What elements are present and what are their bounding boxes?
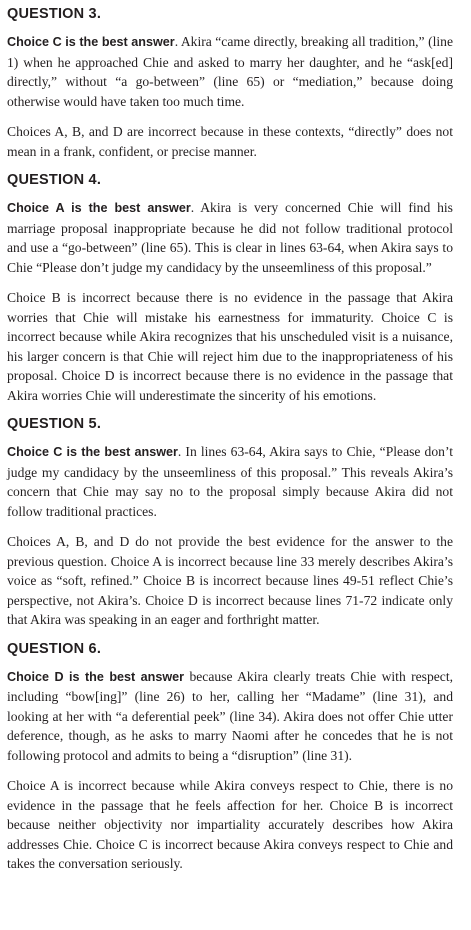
explanation-text: Choice A is incorrect because while Akira conveys respect to Chie, there is no evidence in the passage that he feels affection for her. Choice B is incorrect because neither objectivity nor impartiality accurately describes how Akira addresses Chie. Choice C is incorrect because Akira conveys respect to Chie and takes the conversation seriously.	[7, 778, 453, 871]
explanation-paragraph	[7, 442, 453, 521]
best-answer-label: Choice C is the best answer	[7, 445, 178, 459]
explanation-text: because Akira clearly treats Chie with respect, including “bow[ing]” (line 26) to her, calling her “Madame” (line 31), and looking at her with “a deferential peek” (line 34). Akira does not offer Chie utter deference, though, as he asks to marry Naomi after he concedes that he is not following protocol and admits to being a “disruption” (line 31).	[7, 668, 453, 763]
question-section	[7, 4, 453, 161]
explanation-paragraph	[7, 667, 453, 766]
best-answer-label: Choice D is the best answer	[7, 669, 185, 684]
question-heading: QUESTION 3.	[7, 6, 102, 22]
explanation-text: Choices A, B, and D do not provide the best evidence for the answer to the previous question. Choice A is incorrect because line 33 merely describes Akira’s voice as “soft, refined.” Choice B is incorrect because lines 49-51 reflect Chie’s perspective, not Akira’s. Choice D is incorrect because lines 71-72 indicate only that Akira was speaking in an eager and forthright matter.	[7, 534, 453, 627]
best-answer-label: Choice C is the best answer	[7, 35, 175, 49]
explanation-text: Choices A, B, and D are incorrect because in these contexts, “directly” does not mean in a frank, confident, or precise manner.	[7, 124, 453, 159]
explanation-paragraph	[7, 32, 453, 111]
explanation-paragraph	[7, 288, 453, 405]
explanation-paragraph	[7, 122, 453, 161]
explanation-text: . Akira is very concerned Chie will find his marriage proposal inappropriate because he did not follow traditional protocol and use a “go-between” (line 65). This is clear in lines 63-64, when Akira says to Chie “Please don’t judge my candidacy by the unseemliness of this proposal.”	[7, 200, 453, 275]
question-section	[7, 639, 453, 874]
explanation-text: . Akira “came directly, breaking all tradition,” (line 1) when he approached Chie and asked to marry her daughter, and he “ask[ed] directly,” without “a go-between” (line 65) or “mediation,” because doing otherwise would have taken too much time.	[7, 34, 453, 109]
question-heading: QUESTION 5.	[7, 416, 102, 432]
best-answer-label: Choice A is the best answer	[7, 201, 191, 215]
question-section	[7, 414, 453, 630]
question-heading: QUESTION 6.	[7, 640, 102, 657]
explanation-text: . In lines 63-64, Akira says to Chie, “Please don’t judge my candidacy by the unseemliness of this proposal.” This reveals Akira’s concern that Chie may say no to the proposal simply because Akira did not follow traditional practices.	[7, 444, 453, 519]
question-heading: QUESTION 4.	[7, 172, 102, 188]
answer-explanations-page	[7, 4, 453, 874]
explanation-paragraph	[7, 776, 453, 874]
explanation-text: Choice B is incorrect because there is no evidence in the passage that Akira worries that Chie will mistake his earnestness for immaturity. Choice C is incorrect because while Akira recognizes that his unscheduled visit is a nuisance, his larger concern is that Chie will reject him due to the inappropriateness of his proposal. Choice D is incorrect because there is no evidence in the passage that Akira worries Chie will underestimate the sincerity of his emotions.	[7, 290, 453, 403]
explanation-paragraph	[7, 198, 453, 277]
question-section	[7, 170, 453, 405]
explanation-paragraph	[7, 532, 453, 630]
